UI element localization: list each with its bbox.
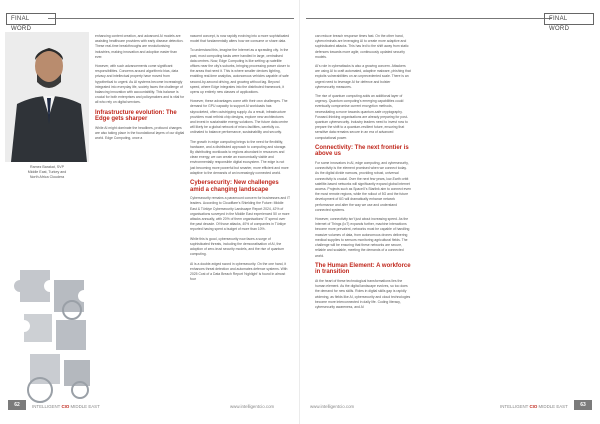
section-heading: Infrastructure evolution: The Edge gets sharper bbox=[95, 109, 177, 123]
footer-website-right[interactable]: www.intelligentcio.com bbox=[310, 404, 355, 409]
paragraph: AI's role in cyberattacks is also a growing concern. Attackers are using AI to craft automated, adaptive malware, phishing that exploits vulnerabilities on an unprecedented scale. There is an urgent need to leverage AI for defence and bolster cybersecurity measures. bbox=[315, 64, 411, 89]
paragraph: nascent concept, is now rapidly evolving into a more sophisticated model that fundamentally alters how we consume or share data. bbox=[190, 34, 290, 44]
page-number-left: 62 bbox=[8, 400, 26, 410]
paragraph: While AI might dominate the headlines, profound changes are also taking place in the foundational layers of our digital world. Edge Computing, once a bbox=[95, 125, 185, 141]
brand-accent: CIO bbox=[529, 404, 538, 409]
article-column-1 bbox=[95, 34, 185, 145]
right-page bbox=[300, 0, 600, 424]
paragraph: To understand this, imagine the Internet as a sprawling city. In the past, most computing tasks were handled in large, centralised data centres. Now, Edge Computing is like setting up satellite offices near the city's suburbs, bringing processing power closer to the areas that need it. This is where smaller devices lighting, enabling real-time analytics, autonomous vehicles capable of safe second-by-second driving, and growing without lag. Beyond speed, where Edge integrates into the distributed framework, it opens up entirely new classes of applications. bbox=[190, 48, 290, 95]
paragraph: The rise of quantum computing adds an additional layer of urgency. Quantum computing's emerging capabilities could eventually compromise current encryption methods, necessitating a move towards quantum-safe cryptography. Forward-thinking organisations are already preparing for post-quantum cybersecurity. Industry leaders need to invest now to prepare the shift to a quantum-resilient future, ensuring that sensitive data remains secure in an era of advanced computational power. bbox=[315, 94, 408, 140]
caption-line: North Africa Cloudera bbox=[29, 175, 65, 179]
puzzle-gears-image bbox=[10, 250, 105, 415]
running-header-left: FINAL WORD bbox=[6, 13, 56, 25]
portrait-illustration bbox=[5, 32, 89, 162]
paragraph: While this is good, cybersecurity now faces a surge of sophisticated threats, including the democratisation of AI, the adoption of zero-trust security models, and the rise of quantum computing. bbox=[190, 236, 285, 257]
paragraph: The growth in edge computing brings to the need for flexibility, hardware, and a distributed approach to computing and storage. By distributing workloads to regions abundant in resources and clean energy, we can create an economically viable and environmentally responsible digital ecosystem. The edge is not just becoming more powerful but smarter, more efficient and more adaptive to the demands of an increasingly connected world. bbox=[190, 139, 289, 175]
brand-prefix: INTELLIGENT bbox=[500, 404, 529, 409]
paragraph: However, connectivity isn't just about increasing speed. As the Internet of Things (IoT) expands further, machine interactions become more prevalent, networks must be capable of handling massive volumes of data, from autonomous drones delivering medical supplies to sensors monitoring agricultural fields. The challenge will be ensuring that these networks are secure, reliable and scalable, meeting the demands of a connected world. bbox=[315, 217, 410, 258]
footer-brand-right bbox=[500, 404, 568, 409]
paragraph: enhancing content creation, and advanced AI models are assisting healthcare providers with early disease detection. These real-time breakthroughs are revolutionising industries, making innovation and adoption easier than ever. bbox=[95, 34, 184, 59]
paragraph: can reduce breach response times fast. On the other hand, cybercriminals are leveraging AI to create more adaptive and sophisticated attacks. This has led to the shift away from static defences towards more agile, continuously updated security models. bbox=[315, 34, 409, 59]
portrait-caption bbox=[5, 165, 89, 180]
paragraph: For some innovators in AI, edge computing, and cybersecurity, connectivity is the element promised when we connect today. As the digital divide narrows, providing robust, universal connectivity is crucial. Over the next few years, low-Earth orbit satellite-based networks will significantly expand global internet access. Projects such as SpaceX's Starlink aim to connect even the most remote regions, while the rollout of 5G and the future development of 6G will dramatically enhance network performance and alter the way we use and understand connected systems. bbox=[315, 161, 412, 212]
section-heading: Connectivity: The next frontier is above us bbox=[315, 144, 409, 158]
paragraph: However, these advantages come with their own challenges. The demand for GPU capacity to support AI workloads has skyrocketed, often outstripping supply. As a result, infrastructure providers must rethink chip designs, explore new architectures and invest in sustainable energy solutions. The future data centre will likely be a global network of micro-facilities, carefully co-ordinated to balance performance, sustainability and security. bbox=[190, 99, 288, 135]
paragraph: Cybersecurity remains a paramount concern for businesses and IT leaders. According to Cloudflare's Shielding the Future: Middle East & Türkiye Cybersecurity Landscape Report 2024, 42% of organisations surveyed in the Middle East experienced 50 or more attacks annually, with 20% of them organisations' IT spend over the past decade. Of those attacks, 40% of companies in Türkiye reported having spent a budget of more than 10%. bbox=[190, 196, 291, 232]
brand-suffix: MIDDLE EAST bbox=[538, 404, 568, 409]
paragraph: However, with such advancements come significant responsibilities. Concerns around algorithmic bias, data privacy and intellectual property have moved from hypothetical to urgent. As AI systems become increasingly integrated into everyday life, society faces the challenge of balancing innovation with accountability. This balance is crucial for both enterprises and policymakers and is vital for all who rely on digital services. bbox=[95, 64, 185, 105]
running-header-right: FINAL WORD bbox=[544, 13, 594, 25]
caption-line: Ramez Barakat, SVP bbox=[30, 165, 64, 169]
brand-accent: CIO bbox=[61, 404, 70, 409]
brand-suffix: MIDDLE EAST bbox=[70, 404, 100, 409]
section-heading: The Human Element: A workforce in transition bbox=[315, 262, 411, 276]
footer-website-left[interactable]: www.intelligentcio.com bbox=[230, 404, 275, 409]
header-rule-left bbox=[48, 18, 294, 19]
paragraph: AI is a double-edged sword in cybersecurity. On the one hand, it enhances threat detection and automates defence systems. With 2025 Cost of a Data Breach Report 'highlight' is found in almost four bbox=[190, 261, 288, 282]
article-column-2 bbox=[190, 34, 290, 286]
section-heading: Cybersecurity: New challenges amid a changing landscape bbox=[190, 180, 279, 193]
article-column-3 bbox=[315, 34, 411, 314]
paragraph: At the heart of these technological transformations lies the human element. As the digital landscape evolves, so too does the demand for new skills. Roles in digital skills gap is rapidly widening, as fields like AI, cybersecurity and cloud technologies become more interconnected in daily life. Coding literacy, cybersecurity awareness, and AI bbox=[315, 278, 411, 309]
header-rule-right bbox=[306, 18, 552, 19]
brand-prefix: INTELLIGENT bbox=[32, 404, 61, 409]
portrait-photo bbox=[5, 32, 89, 162]
caption-line: Middle East, Turkey and bbox=[27, 170, 67, 174]
page-number-right: 63 bbox=[574, 400, 592, 410]
footer-brand-left bbox=[32, 404, 100, 409]
